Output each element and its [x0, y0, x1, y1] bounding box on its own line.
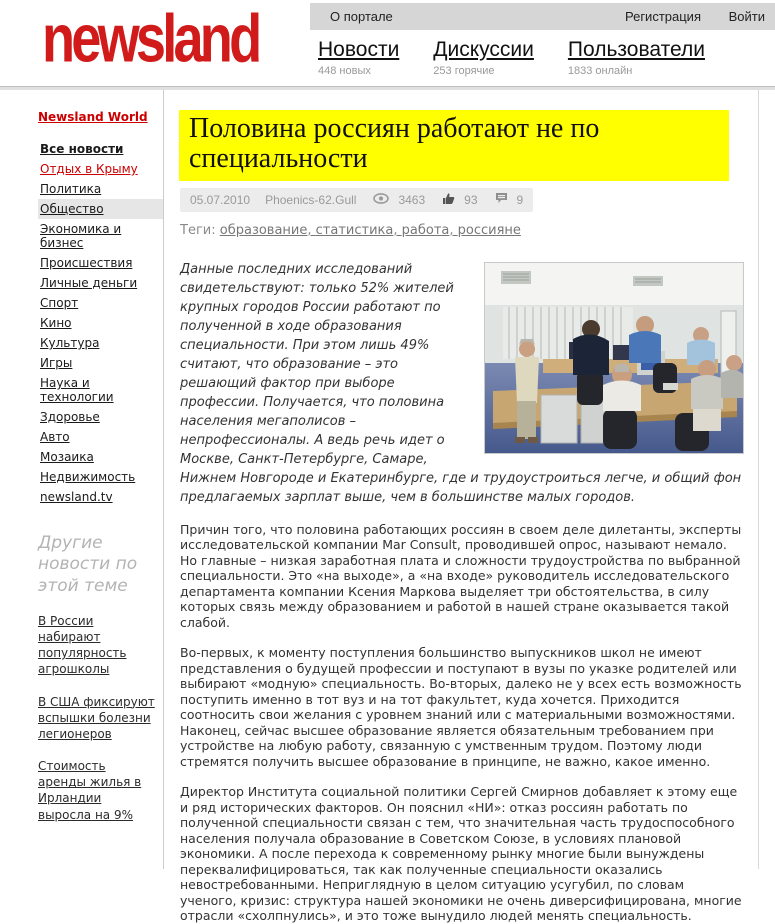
sidebar	[38, 110, 164, 823]
tag-statistics[interactable]: статистика ,	[316, 223, 402, 238]
article-meta-bar	[180, 188, 533, 212]
nav-discussions-count: 253 горячие	[433, 65, 495, 77]
sidebar-item-culture[interactable]: Культура	[40, 336, 100, 350]
article-intro: Данные последних исследований свидетельствуют: только 52% жителей крупных городов России работают по полученной в ходе образования специальности. При этом лишь 49% считают, что образование – это решающий фактор при выборе профессии. Получается, что половина населения мегаполисов – непрофессионалы. А ведь речь идет о Москве, Санкт-Петербурге, Самаре, Нижнем Новгороде и Екатеринбурге, где и трудоустроиться легче, и общий фон предлагаемых зарплат выше, чем в большинстве малых городов.	[180, 261, 742, 505]
comments-count[interactable]: 9	[516, 192, 524, 207]
views-icon	[373, 193, 389, 207]
nav-users-count: 1833 онлайн	[567, 65, 633, 77]
article-paragraph-1: Причин того, что половина работающих россиян в своем деле дилетанты, эксперты исследовательской компании Mar Consult, проводившей опрос, называют немало. Но главные – низкая заработная плата и сложности трудоустройства по выбранной специальности. Это «на выходе», а «на входе» руководитель исследовательского департамента компании Ксения Маркова выделяет три обстоятельства, в силу которых связь между образованием и работой в нашей стране оказывается такой слабой.	[180, 521, 742, 630]
main-nav	[318, 38, 705, 77]
tag-work[interactable]: работа ,	[402, 223, 458, 238]
sidebar-item-newsland-tv[interactable]: newsland.tv	[40, 490, 113, 504]
register-link[interactable]: Регистрация	[624, 9, 701, 24]
sidebar-item-politics[interactable]: Политика	[40, 182, 102, 196]
nav-news-count: 448 новых	[318, 65, 371, 77]
nav-news-label[interactable]: Новости	[318, 38, 400, 61]
other-news-link-legionnaires[interactable]: В США фиксируют вспышки болезни легионеров	[38, 694, 155, 741]
tag-russians[interactable]: россияне	[457, 222, 521, 238]
tag-education[interactable]: образование ,	[220, 223, 316, 238]
nav-users[interactable]	[568, 38, 705, 77]
sidebar-item-economy[interactable]: Экономика и бизнес	[40, 222, 122, 250]
other-news-link-ireland-rent[interactable]: Стоимость аренды жилья в Ирландии выросла на 9%	[38, 759, 142, 822]
likes-count[interactable]: 93	[464, 192, 478, 207]
sidebar-item-incidents[interactable]: Происшествия	[40, 256, 133, 270]
sidebar-item-mosaic[interactable]: Мозаика	[40, 450, 94, 464]
nav-users-label[interactable]: Пользователи	[567, 38, 705, 61]
sidebar-item-auto[interactable]: Авто	[40, 430, 70, 444]
sidebar-item-science[interactable]: Наука и технологии	[40, 376, 114, 404]
article-author[interactable]: Phoenics-62.Gull	[265, 192, 357, 207]
article-paragraph-2: Во-первых, к моменту поступления большинство выпускников школ не имеют представления о будущей профессии и поступают в вузы по указке родителей или выбирают «модную» специальность. Во-вторых, далеко не у всех есть возможность поступить именно в тот вуз и на тот факультет, куда хочется. Приходится соотносить свои желания с уровнем знаний или с материальными возможностями. Наконец, сейчас высшее образование является обязательным требованием при устройстве на любую работу, связанную с умственным трудом. Поэтому люди стремятся получить высшее образование в принципе, не важно, какое именно.	[180, 645, 742, 769]
nav-discussions-label[interactable]: Дискуссии	[433, 38, 534, 61]
article-date: 05.07.2010	[190, 192, 251, 207]
sidebar-item-money[interactable]: Личные деньги	[40, 276, 138, 290]
comments-icon	[495, 192, 508, 207]
newsland-logo[interactable]: newsland	[42, 1, 259, 77]
tags-row	[180, 223, 758, 238]
sidebar-item-newsland-world[interactable]: Newsland World	[38, 110, 148, 124]
sidebar-item-all-news[interactable]: Все новости	[40, 142, 124, 156]
auth-links	[625, 9, 775, 24]
tags-label: Теги:	[180, 222, 216, 238]
top-utility-bar	[310, 3, 775, 30]
other-news-title: Другие новости по этой теме	[38, 533, 138, 596]
sidebar-item-cinema[interactable]: Кино	[40, 316, 72, 330]
other-news-section	[38, 533, 164, 823]
login-link[interactable]: Войти	[728, 9, 765, 24]
sidebar-item-realty[interactable]: Недвижимость	[40, 470, 136, 484]
about-portal-link[interactable]: О портале	[330, 9, 393, 24]
office-photo-illustration	[485, 263, 743, 453]
article-lead	[180, 260, 744, 507]
sidebar-item-games[interactable]: Игры	[40, 356, 73, 370]
thumb-up-icon	[442, 192, 455, 208]
sidebar-item-society[interactable]: Общество	[38, 199, 164, 219]
article-body	[180, 260, 744, 924]
nav-news[interactable]	[318, 38, 399, 77]
article-column	[163, 90, 759, 924]
article-paragraph-3: Директор Института социальной политики Сергей Смирнов добавляет к этому еще и ряд исторических факторов. Он пояснил «НИ»: отказ россиян работать по полученной специальности связан с тем, что значительная часть трудоспособного населения получала образование в Советском Союзе, в условиях плановой экономики. А после перехода к современному рынку многие были вынуждены переквалифицироваться, так как полученные специальности оказались невостребованными. Неприглядную в целом ситуацию усугубил, по словам ученого, кризис: структура нашей экономики не очень диверсифицирована, многие отрасли «схолпнулись», и это тоже вынудило людей менять специальность.	[180, 784, 742, 924]
sidebar-item-health[interactable]: Здоровье	[40, 410, 100, 424]
sidebar-item-sport[interactable]: Спорт	[40, 296, 79, 310]
other-news-link-agroschools[interactable]: В России набирают популярность агрошколы	[38, 613, 127, 677]
article-photo	[484, 262, 744, 454]
article-title: Половина россиян работают не по специальности	[179, 110, 729, 181]
views-count: 3463	[398, 192, 426, 207]
nav-discussions[interactable]	[433, 38, 534, 77]
sidebar-item-crimea[interactable]: Отдых в Крыму	[40, 162, 138, 176]
